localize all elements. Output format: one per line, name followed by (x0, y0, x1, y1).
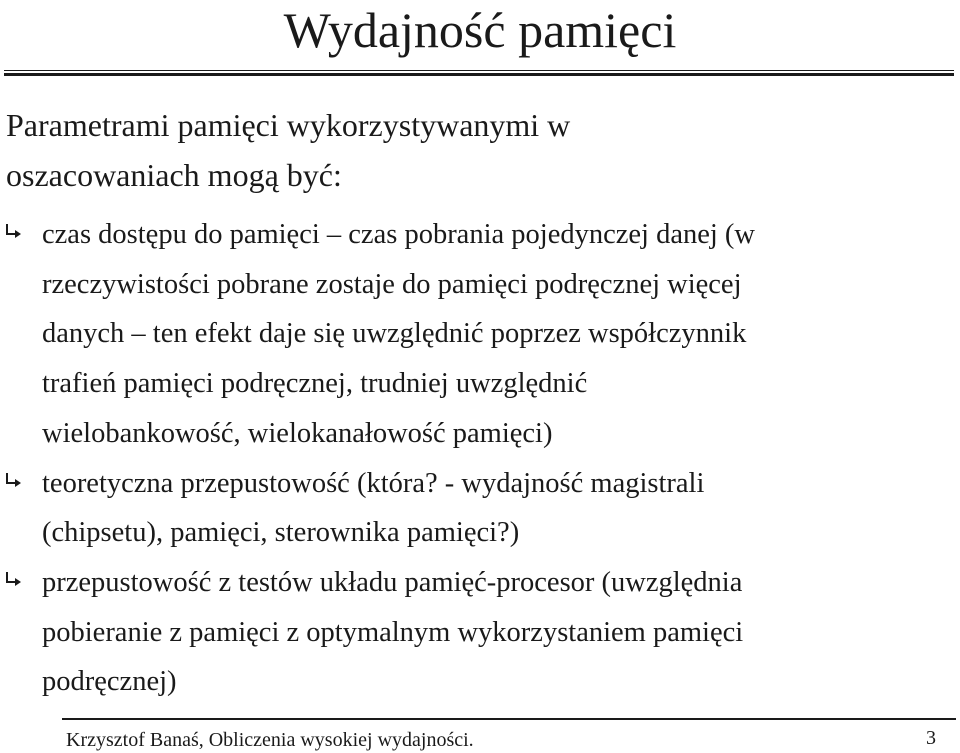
page-number: 3 (926, 727, 936, 749)
bullet-item-measured-bandwidth (0, 558, 950, 707)
footer-author: Krzysztof Banaś, Obliczenia wysokiej wydajności. (66, 729, 474, 751)
right-arrow-bullet-icon (4, 471, 26, 487)
bullet-item-memory-access-time (0, 210, 950, 459)
intro-line: Parametrami pamięci wykorzystywanymi w (6, 107, 571, 143)
right-arrow-bullet-icon (4, 222, 26, 238)
bullet-line: trafień pamięci podręcznej, trudniej uwzględnić (42, 368, 588, 400)
bullet-line: czas dostępu do pamięci – czas pobrania pojedynczej danej (w (42, 219, 756, 250)
bullet-line: teoretyczna przepustowość (która? - wydajność magistrali (42, 467, 705, 499)
bullet-line: podręcznej) (42, 666, 177, 698)
bullet-item-theoretical-bandwidth (0, 459, 950, 558)
title-divider-thin (4, 70, 954, 71)
bullet-line: rzeczywistości pobrane zostaje do pamięci podręcznej więcej (42, 268, 742, 300)
footer-divider (62, 718, 956, 720)
bullet-line: pobieranie z pamięci z optymalnym wykorzystaniem pamięci (42, 616, 744, 648)
bullet-line: danych – ten efekt daje się uwzględnić poprzez współczynnik (42, 318, 747, 350)
bullet-line: (chipsetu), pamięci, sterownika pamięci?) (42, 517, 520, 549)
bullet-line: przepustowość z testów układu pamięć-procesor (uwzględnia (42, 566, 743, 598)
intro-paragraph (6, 100, 936, 200)
title-divider-thick (4, 73, 954, 76)
slide-title: Wydajność pamięci (283, 2, 677, 58)
right-arrow-bullet-icon (4, 570, 26, 586)
bullet-line: wielobankowość, wielokanałowość pamięci) (42, 417, 553, 449)
bullet-list (0, 210, 950, 707)
intro-line: oszacowaniach mogą być: (6, 157, 342, 193)
